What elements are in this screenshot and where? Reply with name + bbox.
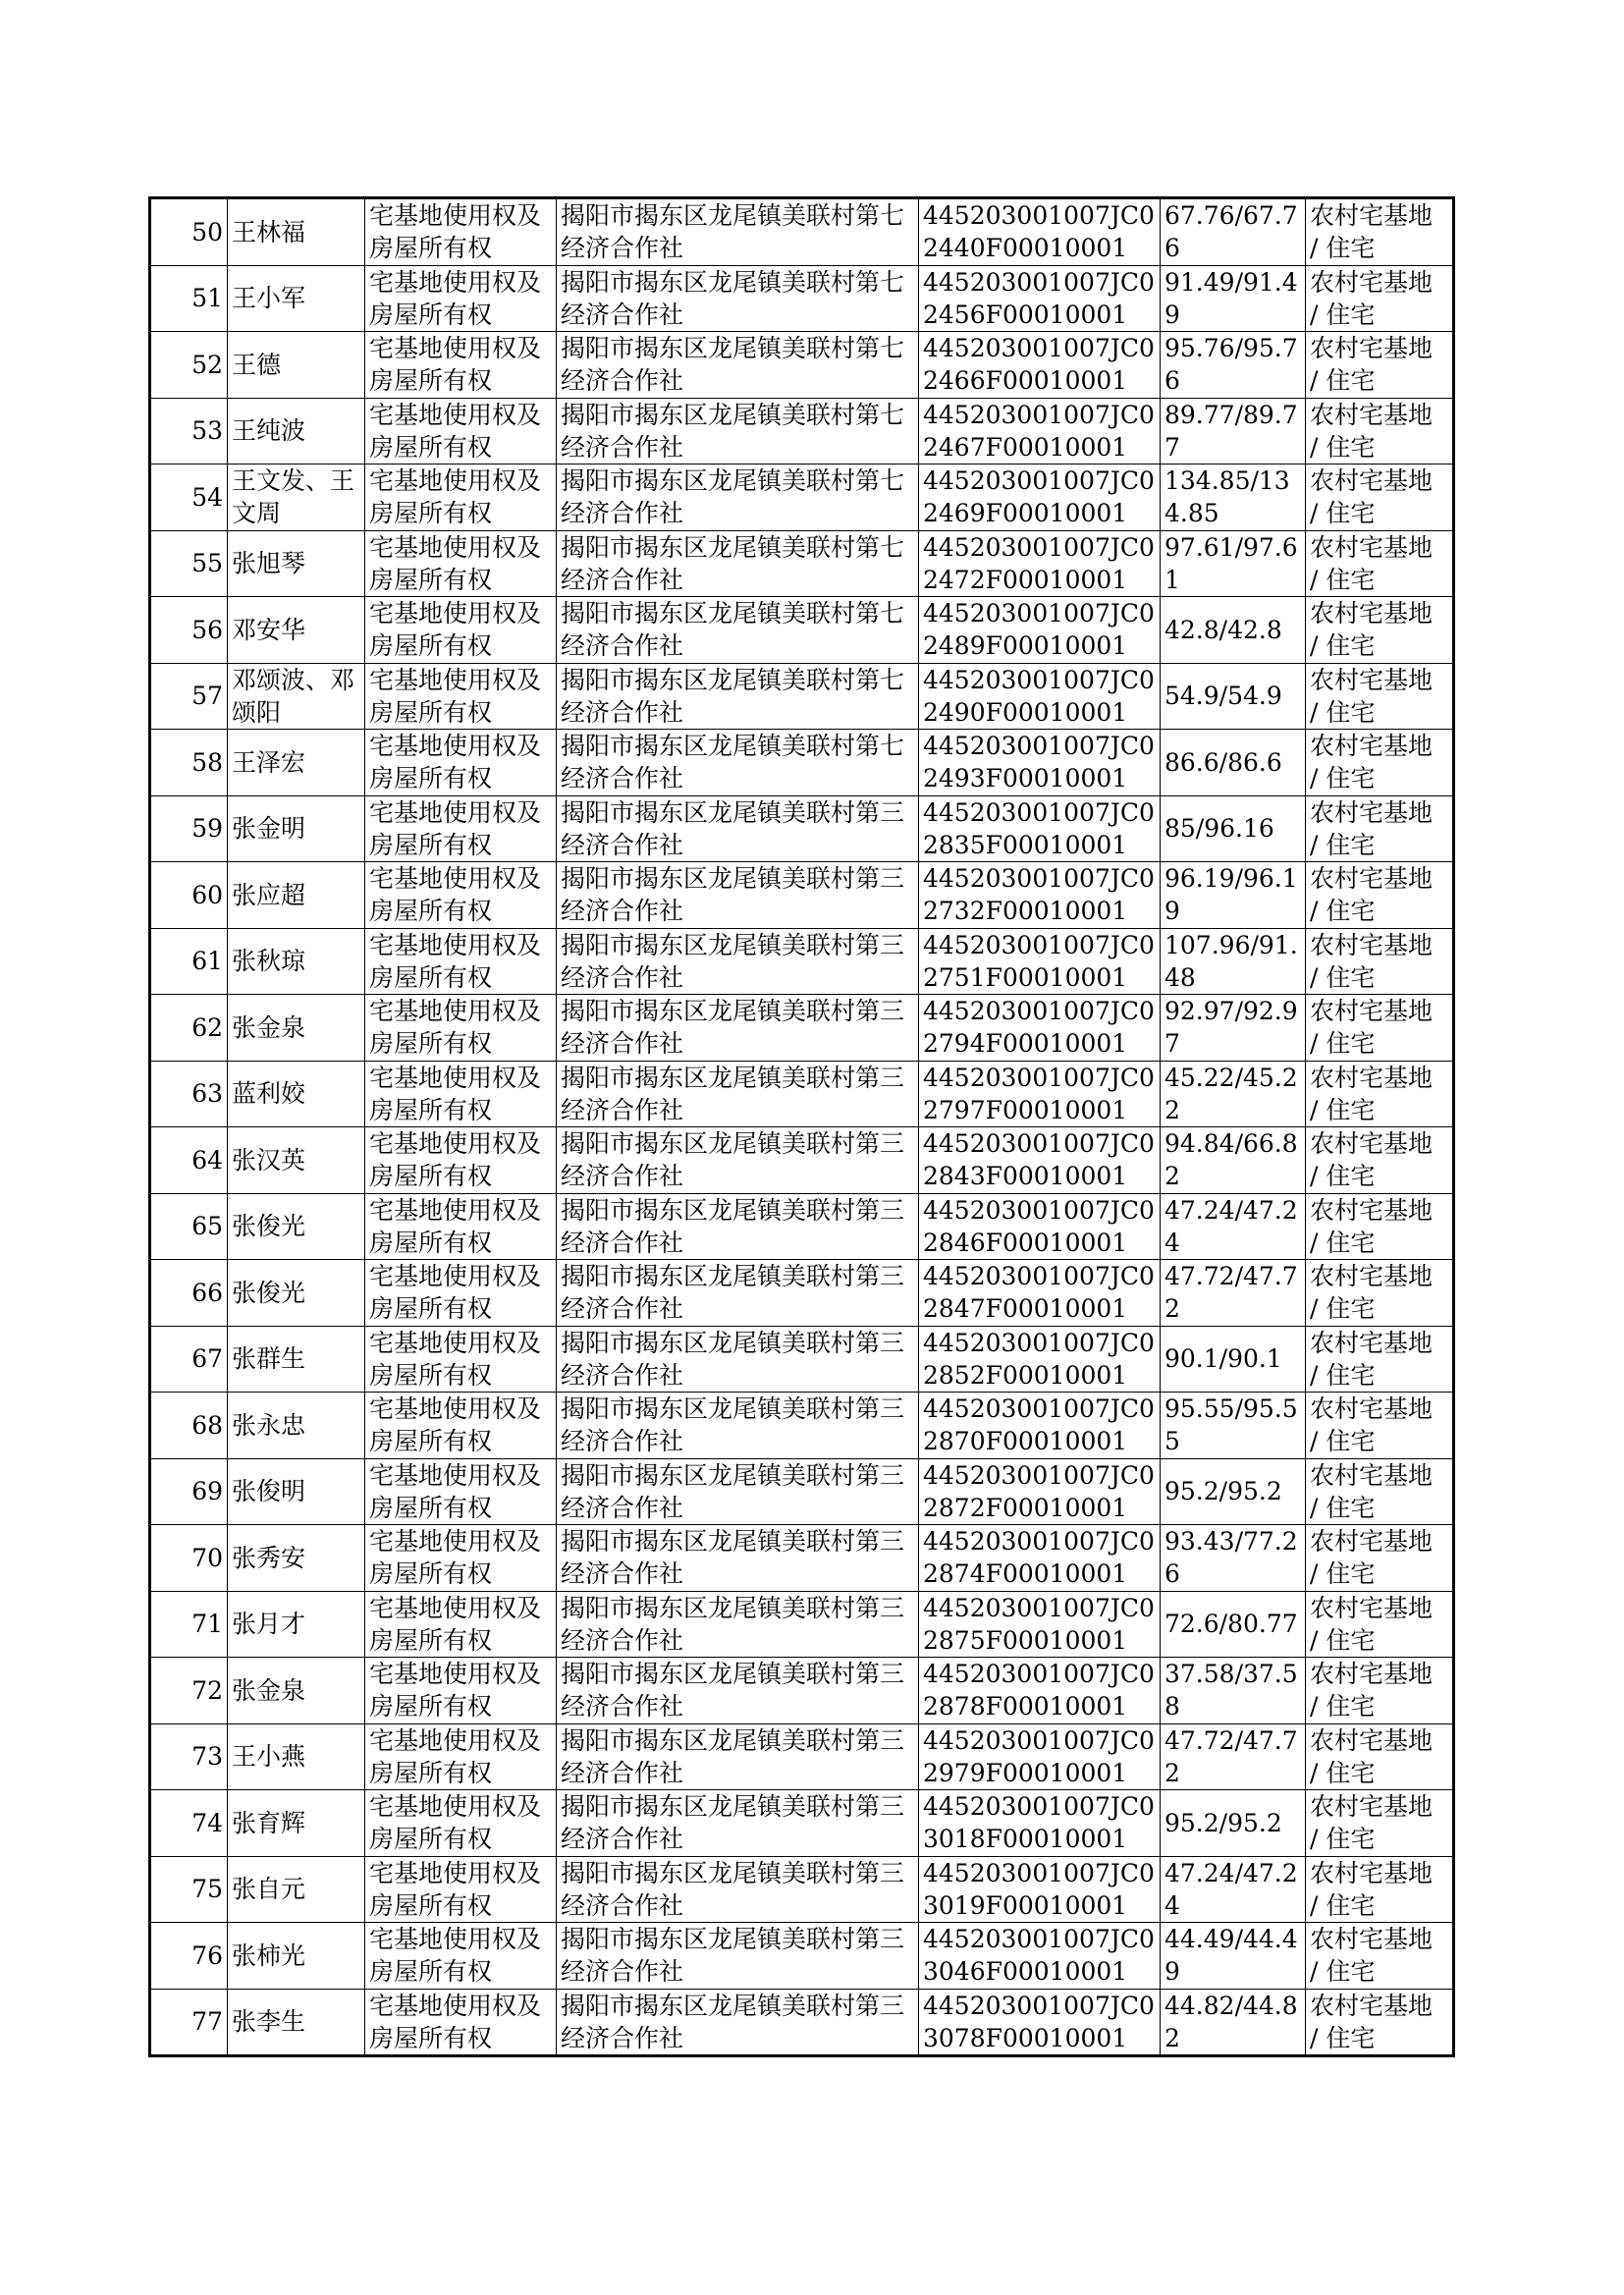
land-use-cell: 农村宅基地 / 住宅 bbox=[1306, 1193, 1454, 1260]
table-row bbox=[150, 265, 1454, 332]
table-row bbox=[150, 1525, 1454, 1592]
land-use-cell: 农村宅基地 / 住宅 bbox=[1306, 1658, 1454, 1724]
land-owner-cell: 揭阳市揭东区龙尾镇美联村第三经济合作社 bbox=[557, 1591, 919, 1658]
unit-code-cell: 445203001007JC02751F00010001 bbox=[919, 928, 1161, 995]
right-type-cell: 宅基地使用权及房屋所有权 bbox=[365, 1856, 557, 1923]
land-owner-cell: 揭阳市揭东区龙尾镇美联村第三经济合作社 bbox=[557, 995, 919, 1062]
unit-code-cell: 445203001007JC02878F00010001 bbox=[919, 1658, 1161, 1724]
right-type-cell: 宅基地使用权及房屋所有权 bbox=[365, 663, 557, 730]
table-row bbox=[150, 1260, 1454, 1327]
unit-code-cell: 445203001007JC02794F00010001 bbox=[919, 995, 1161, 1062]
table-row bbox=[150, 1061, 1454, 1127]
row-number-cell: 72 bbox=[150, 1658, 228, 1724]
right-type-cell: 宅基地使用权及房屋所有权 bbox=[365, 1326, 557, 1393]
row-number-cell: 65 bbox=[150, 1193, 228, 1260]
unit-code-cell: 445203001007JC02472F00010001 bbox=[919, 530, 1161, 597]
unit-code-cell: 445203001007JC03046F00010001 bbox=[919, 1923, 1161, 1990]
land-owner-cell: 揭阳市揭东区龙尾镇美联村第七经济合作社 bbox=[557, 398, 919, 464]
right-type-cell: 宅基地使用权及房屋所有权 bbox=[365, 1923, 557, 1990]
land-use-cell: 农村宅基地 / 住宅 bbox=[1306, 1989, 1454, 2056]
area-cell: 37.58/37.58 bbox=[1161, 1658, 1306, 1724]
right-type-cell: 宅基地使用权及房屋所有权 bbox=[365, 928, 557, 995]
owner-name-cell: 王小燕 bbox=[228, 1723, 365, 1790]
row-number-cell: 62 bbox=[150, 995, 228, 1062]
land-use-cell: 农村宅基地 / 住宅 bbox=[1306, 1061, 1454, 1127]
area-cell: 94.84/66.82 bbox=[1161, 1127, 1306, 1194]
table-row bbox=[150, 332, 1454, 399]
owner-name-cell: 蓝利姣 bbox=[228, 1061, 365, 1127]
land-use-cell: 农村宅基地 / 住宅 bbox=[1306, 398, 1454, 464]
right-type-cell: 宅基地使用权及房屋所有权 bbox=[365, 1723, 557, 1790]
area-cell: 54.9/54.9 bbox=[1161, 663, 1306, 730]
unit-code-cell: 445203001007JC02875F00010001 bbox=[919, 1591, 1161, 1658]
unit-code-cell: 445203001007JC02467F00010001 bbox=[919, 398, 1161, 464]
owner-name-cell: 张应超 bbox=[228, 862, 365, 929]
owner-name-cell: 张俊明 bbox=[228, 1458, 365, 1525]
owner-name-cell: 张群生 bbox=[228, 1326, 365, 1393]
land-use-cell: 农村宅基地 / 住宅 bbox=[1306, 795, 1454, 862]
land-owner-cell: 揭阳市揭东区龙尾镇美联村第三经济合作社 bbox=[557, 1458, 919, 1525]
unit-code-cell: 445203001007JC02852F00010001 bbox=[919, 1326, 1161, 1393]
table-row bbox=[150, 1393, 1454, 1459]
land-owner-cell: 揭阳市揭东区龙尾镇美联村第三经济合作社 bbox=[557, 1525, 919, 1592]
land-use-cell: 农村宅基地 / 住宅 bbox=[1306, 464, 1454, 531]
land-use-cell: 农村宅基地 / 住宅 bbox=[1306, 1326, 1454, 1393]
land-use-cell: 农村宅基地 / 住宅 bbox=[1306, 530, 1454, 597]
area-cell: 45.22/45.22 bbox=[1161, 1061, 1306, 1127]
land-owner-cell: 揭阳市揭东区龙尾镇美联村第三经济合作社 bbox=[557, 1127, 919, 1194]
owner-name-cell: 邓安华 bbox=[228, 597, 365, 664]
land-use-cell: 农村宅基地 / 住宅 bbox=[1306, 1723, 1454, 1790]
unit-code-cell: 445203001007JC02846F00010001 bbox=[919, 1193, 1161, 1260]
unit-code-cell: 445203001007JC02490F00010001 bbox=[919, 663, 1161, 730]
owner-name-cell: 王纯波 bbox=[228, 398, 365, 464]
row-number-cell: 59 bbox=[150, 795, 228, 862]
land-owner-cell: 揭阳市揭东区龙尾镇美联村第七经济合作社 bbox=[557, 597, 919, 664]
table-row bbox=[150, 597, 1454, 664]
right-type-cell: 宅基地使用权及房屋所有权 bbox=[365, 1658, 557, 1724]
row-number-cell: 53 bbox=[150, 398, 228, 464]
right-type-cell: 宅基地使用权及房屋所有权 bbox=[365, 862, 557, 929]
table-row bbox=[150, 1790, 1454, 1857]
registration-table bbox=[148, 196, 1455, 2057]
owner-name-cell: 张月才 bbox=[228, 1591, 365, 1658]
land-use-cell: 农村宅基地 / 住宅 bbox=[1306, 928, 1454, 995]
table-row bbox=[150, 1127, 1454, 1194]
area-cell: 134.85/134.85 bbox=[1161, 464, 1306, 531]
land-owner-cell: 揭阳市揭东区龙尾镇美联村第三经济合作社 bbox=[557, 1856, 919, 1923]
row-number-cell: 66 bbox=[150, 1260, 228, 1327]
land-use-cell: 农村宅基地 / 住宅 bbox=[1306, 1790, 1454, 1857]
land-owner-cell: 揭阳市揭东区龙尾镇美联村第三经济合作社 bbox=[557, 1923, 919, 1990]
owner-name-cell: 张金泉 bbox=[228, 995, 365, 1062]
right-type-cell: 宅基地使用权及房屋所有权 bbox=[365, 1393, 557, 1459]
table-row bbox=[150, 730, 1454, 796]
row-number-cell: 55 bbox=[150, 530, 228, 597]
land-owner-cell: 揭阳市揭东区龙尾镇美联村第三经济合作社 bbox=[557, 1723, 919, 1790]
owner-name-cell: 张旭琴 bbox=[228, 530, 365, 597]
unit-code-cell: 445203001007JC03019F00010001 bbox=[919, 1856, 1161, 1923]
area-cell: 86.6/86.6 bbox=[1161, 730, 1306, 796]
land-owner-cell: 揭阳市揭东区龙尾镇美联村第三经济合作社 bbox=[557, 1989, 919, 2056]
row-number-cell: 67 bbox=[150, 1326, 228, 1393]
area-cell: 97.61/97.61 bbox=[1161, 530, 1306, 597]
unit-code-cell: 445203001007JC02843F00010001 bbox=[919, 1127, 1161, 1194]
table-row bbox=[150, 1723, 1454, 1790]
area-cell: 95.2/95.2 bbox=[1161, 1458, 1306, 1525]
owner-name-cell: 张秀安 bbox=[228, 1525, 365, 1592]
row-number-cell: 64 bbox=[150, 1127, 228, 1194]
right-type-cell: 宅基地使用权及房屋所有权 bbox=[365, 265, 557, 332]
land-use-cell: 农村宅基地 / 住宅 bbox=[1306, 730, 1454, 796]
unit-code-cell: 445203001007JC02440F00010001 bbox=[919, 198, 1161, 266]
area-cell: 42.8/42.8 bbox=[1161, 597, 1306, 664]
land-owner-cell: 揭阳市揭东区龙尾镇美联村第三经济合作社 bbox=[557, 1326, 919, 1393]
right-type-cell: 宅基地使用权及房屋所有权 bbox=[365, 1127, 557, 1194]
table-row bbox=[150, 464, 1454, 531]
right-type-cell: 宅基地使用权及房屋所有权 bbox=[365, 198, 557, 266]
row-number-cell: 63 bbox=[150, 1061, 228, 1127]
table-row bbox=[150, 1326, 1454, 1393]
area-cell: 44.82/44.82 bbox=[1161, 1989, 1306, 2056]
land-use-cell: 农村宅基地 / 住宅 bbox=[1306, 995, 1454, 1062]
land-owner-cell: 揭阳市揭东区龙尾镇美联村第三经济合作社 bbox=[557, 1061, 919, 1127]
land-use-cell: 农村宅基地 / 住宅 bbox=[1306, 332, 1454, 399]
owner-name-cell: 张秋琼 bbox=[228, 928, 365, 995]
unit-code-cell: 445203001007JC02489F00010001 bbox=[919, 597, 1161, 664]
land-use-cell: 农村宅基地 / 住宅 bbox=[1306, 1458, 1454, 1525]
area-cell: 47.72/47.72 bbox=[1161, 1723, 1306, 1790]
row-number-cell: 52 bbox=[150, 332, 228, 399]
unit-code-cell: 445203001007JC02493F00010001 bbox=[919, 730, 1161, 796]
land-use-cell: 农村宅基地 / 住宅 bbox=[1306, 265, 1454, 332]
owner-name-cell: 张俊光 bbox=[228, 1260, 365, 1327]
table-row bbox=[150, 928, 1454, 995]
right-type-cell: 宅基地使用权及房屋所有权 bbox=[365, 1260, 557, 1327]
table-row bbox=[150, 663, 1454, 730]
owner-name-cell: 王泽宏 bbox=[228, 730, 365, 796]
right-type-cell: 宅基地使用权及房屋所有权 bbox=[365, 1989, 557, 2056]
row-number-cell: 50 bbox=[150, 198, 228, 266]
table-row bbox=[150, 398, 1454, 464]
right-type-cell: 宅基地使用权及房屋所有权 bbox=[365, 464, 557, 531]
table-row bbox=[150, 1193, 1454, 1260]
owner-name-cell: 张金明 bbox=[228, 795, 365, 862]
owner-name-cell: 张育辉 bbox=[228, 1790, 365, 1857]
owner-name-cell: 张汉英 bbox=[228, 1127, 365, 1194]
area-cell: 93.43/77.26 bbox=[1161, 1525, 1306, 1592]
table-row bbox=[150, 862, 1454, 929]
land-owner-cell: 揭阳市揭东区龙尾镇美联村第七经济合作社 bbox=[557, 198, 919, 266]
owner-name-cell: 邓颂波、邓颂阳 bbox=[228, 663, 365, 730]
row-number-cell: 76 bbox=[150, 1923, 228, 1990]
area-cell: 90.1/90.1 bbox=[1161, 1326, 1306, 1393]
area-cell: 91.49/91.49 bbox=[1161, 265, 1306, 332]
area-cell: 107.96/91.48 bbox=[1161, 928, 1306, 995]
area-cell: 72.6/80.77 bbox=[1161, 1591, 1306, 1658]
right-type-cell: 宅基地使用权及房屋所有权 bbox=[365, 1525, 557, 1592]
land-use-cell: 农村宅基地 / 住宅 bbox=[1306, 663, 1454, 730]
unit-code-cell: 445203001007JC03078F00010001 bbox=[919, 1989, 1161, 2056]
land-owner-cell: 揭阳市揭东区龙尾镇美联村第三经济合作社 bbox=[557, 1790, 919, 1857]
land-owner-cell: 揭阳市揭东区龙尾镇美联村第七经济合作社 bbox=[557, 332, 919, 399]
table-row bbox=[150, 1591, 1454, 1658]
owner-name-cell: 张李生 bbox=[228, 1989, 365, 2056]
land-use-cell: 农村宅基地 / 住宅 bbox=[1306, 1923, 1454, 1990]
row-number-cell: 68 bbox=[150, 1393, 228, 1459]
owner-name-cell: 张自元 bbox=[228, 1856, 365, 1923]
land-owner-cell: 揭阳市揭东区龙尾镇美联村第七经济合作社 bbox=[557, 464, 919, 531]
land-use-cell: 农村宅基地 / 住宅 bbox=[1306, 1525, 1454, 1592]
unit-code-cell: 445203001007JC02469F00010001 bbox=[919, 464, 1161, 531]
row-number-cell: 51 bbox=[150, 265, 228, 332]
unit-code-cell: 445203001007JC02797F00010001 bbox=[919, 1061, 1161, 1127]
owner-name-cell: 张金泉 bbox=[228, 1658, 365, 1724]
right-type-cell: 宅基地使用权及房屋所有权 bbox=[365, 530, 557, 597]
area-cell: 85/96.16 bbox=[1161, 795, 1306, 862]
land-owner-cell: 揭阳市揭东区龙尾镇美联村第七经济合作社 bbox=[557, 265, 919, 332]
row-number-cell: 69 bbox=[150, 1458, 228, 1525]
table-body bbox=[150, 198, 1454, 2056]
owner-name-cell: 张永忠 bbox=[228, 1393, 365, 1459]
area-cell: 47.24/47.24 bbox=[1161, 1193, 1306, 1260]
land-owner-cell: 揭阳市揭东区龙尾镇美联村第三经济合作社 bbox=[557, 1658, 919, 1724]
row-number-cell: 77 bbox=[150, 1989, 228, 2056]
row-number-cell: 71 bbox=[150, 1591, 228, 1658]
right-type-cell: 宅基地使用权及房屋所有权 bbox=[365, 332, 557, 399]
table-row bbox=[150, 1856, 1454, 1923]
owner-name-cell: 王德 bbox=[228, 332, 365, 399]
unit-code-cell: 445203001007JC02979F00010001 bbox=[919, 1723, 1161, 1790]
owner-name-cell: 王文发、王文周 bbox=[228, 464, 365, 531]
area-cell: 67.76/67.76 bbox=[1161, 198, 1306, 266]
right-type-cell: 宅基地使用权及房屋所有权 bbox=[365, 1790, 557, 1857]
unit-code-cell: 445203001007JC02456F00010001 bbox=[919, 265, 1161, 332]
right-type-cell: 宅基地使用权及房屋所有权 bbox=[365, 597, 557, 664]
area-cell: 95.55/95.55 bbox=[1161, 1393, 1306, 1459]
table-row bbox=[150, 530, 1454, 597]
land-owner-cell: 揭阳市揭东区龙尾镇美联村第三经济合作社 bbox=[557, 1260, 919, 1327]
row-number-cell: 54 bbox=[150, 464, 228, 531]
table-row bbox=[150, 1458, 1454, 1525]
right-type-cell: 宅基地使用权及房屋所有权 bbox=[365, 1193, 557, 1260]
right-type-cell: 宅基地使用权及房屋所有权 bbox=[365, 1591, 557, 1658]
right-type-cell: 宅基地使用权及房屋所有权 bbox=[365, 995, 557, 1062]
area-cell: 96.19/96.19 bbox=[1161, 862, 1306, 929]
row-number-cell: 75 bbox=[150, 1856, 228, 1923]
row-number-cell: 58 bbox=[150, 730, 228, 796]
area-cell: 95.2/95.2 bbox=[1161, 1790, 1306, 1857]
area-cell: 47.72/47.72 bbox=[1161, 1260, 1306, 1327]
land-owner-cell: 揭阳市揭东区龙尾镇美联村第三经济合作社 bbox=[557, 795, 919, 862]
land-owner-cell: 揭阳市揭东区龙尾镇美联村第三经济合作社 bbox=[557, 1393, 919, 1459]
land-owner-cell: 揭阳市揭东区龙尾镇美联村第七经济合作社 bbox=[557, 530, 919, 597]
row-number-cell: 74 bbox=[150, 1790, 228, 1857]
area-cell: 92.97/92.97 bbox=[1161, 995, 1306, 1062]
row-number-cell: 56 bbox=[150, 597, 228, 664]
row-number-cell: 70 bbox=[150, 1525, 228, 1592]
table-row bbox=[150, 1923, 1454, 1990]
land-use-cell: 农村宅基地 / 住宅 bbox=[1306, 1856, 1454, 1923]
row-number-cell: 61 bbox=[150, 928, 228, 995]
table-row bbox=[150, 1989, 1454, 2056]
land-use-cell: 农村宅基地 / 住宅 bbox=[1306, 862, 1454, 929]
land-owner-cell: 揭阳市揭东区龙尾镇美联村第七经济合作社 bbox=[557, 730, 919, 796]
unit-code-cell: 445203001007JC03018F00010001 bbox=[919, 1790, 1161, 1857]
unit-code-cell: 445203001007JC02870F00010001 bbox=[919, 1393, 1161, 1459]
right-type-cell: 宅基地使用权及房屋所有权 bbox=[365, 398, 557, 464]
land-use-cell: 农村宅基地 / 住宅 bbox=[1306, 1591, 1454, 1658]
table-row bbox=[150, 198, 1454, 266]
unit-code-cell: 445203001007JC02872F00010001 bbox=[919, 1458, 1161, 1525]
land-use-cell: 农村宅基地 / 住宅 bbox=[1306, 1260, 1454, 1327]
unit-code-cell: 445203001007JC02835F00010001 bbox=[919, 795, 1161, 862]
table-row bbox=[150, 795, 1454, 862]
right-type-cell: 宅基地使用权及房屋所有权 bbox=[365, 795, 557, 862]
row-number-cell: 73 bbox=[150, 1723, 228, 1790]
right-type-cell: 宅基地使用权及房屋所有权 bbox=[365, 730, 557, 796]
owner-name-cell: 张柿光 bbox=[228, 1923, 365, 1990]
owner-name-cell: 王林福 bbox=[228, 198, 365, 266]
unit-code-cell: 445203001007JC02847F00010001 bbox=[919, 1260, 1161, 1327]
table-row bbox=[150, 1658, 1454, 1724]
unit-code-cell: 445203001007JC02466F00010001 bbox=[919, 332, 1161, 399]
owner-name-cell: 王小军 bbox=[228, 265, 365, 332]
right-type-cell: 宅基地使用权及房屋所有权 bbox=[365, 1061, 557, 1127]
unit-code-cell: 445203001007JC02732F00010001 bbox=[919, 862, 1161, 929]
land-use-cell: 农村宅基地 / 住宅 bbox=[1306, 198, 1454, 266]
table-row bbox=[150, 995, 1454, 1062]
row-number-cell: 57 bbox=[150, 663, 228, 730]
row-number-cell: 60 bbox=[150, 862, 228, 929]
area-cell: 47.24/47.24 bbox=[1161, 1856, 1306, 1923]
land-use-cell: 农村宅基地 / 住宅 bbox=[1306, 597, 1454, 664]
area-cell: 95.76/95.76 bbox=[1161, 332, 1306, 399]
unit-code-cell: 445203001007JC02874F00010001 bbox=[919, 1525, 1161, 1592]
owner-name-cell: 张俊光 bbox=[228, 1193, 365, 1260]
land-use-cell: 农村宅基地 / 住宅 bbox=[1306, 1127, 1454, 1194]
land-owner-cell: 揭阳市揭东区龙尾镇美联村第三经济合作社 bbox=[557, 1193, 919, 1260]
area-cell: 89.77/89.77 bbox=[1161, 398, 1306, 464]
right-type-cell: 宅基地使用权及房屋所有权 bbox=[365, 1458, 557, 1525]
area-cell: 44.49/44.49 bbox=[1161, 1923, 1306, 1990]
land-owner-cell: 揭阳市揭东区龙尾镇美联村第三经济合作社 bbox=[557, 862, 919, 929]
land-owner-cell: 揭阳市揭东区龙尾镇美联村第七经济合作社 bbox=[557, 663, 919, 730]
land-owner-cell: 揭阳市揭东区龙尾镇美联村第三经济合作社 bbox=[557, 928, 919, 995]
land-use-cell: 农村宅基地 / 住宅 bbox=[1306, 1393, 1454, 1459]
